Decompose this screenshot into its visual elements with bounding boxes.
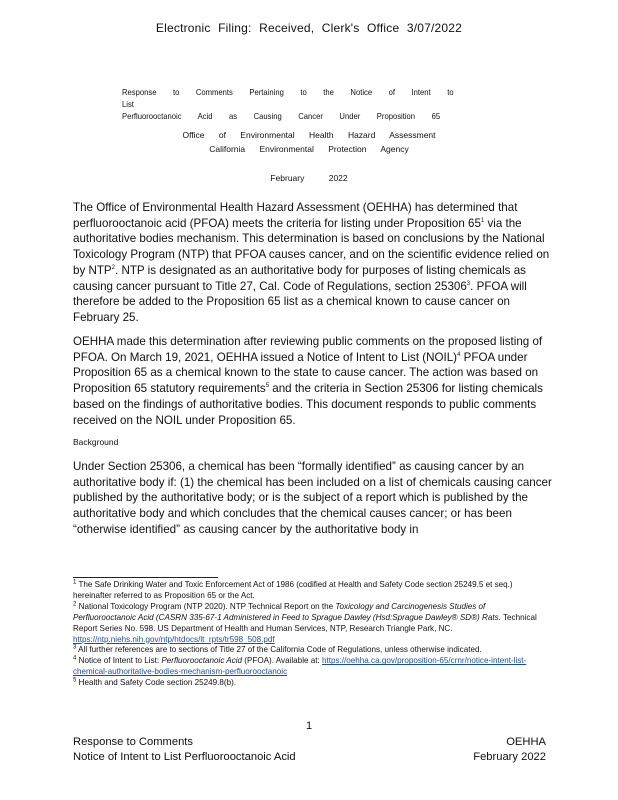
ntp-report-link[interactable]: https://ntp.niehs.nih.gov/ntp/htdocs/lt_rpts/tr598_508.pdf — [73, 634, 275, 644]
footnote-ref-4: 4 — [457, 351, 461, 358]
filing-stamp: Electronic Filing: Received, Clerk's Office 3/07/2022 — [155, 21, 463, 35]
footnote-5: $^5$ Health and Safety Code section 25249.8(b). — [73, 677, 237, 688]
title-line-2: Perfluorooctanoic Acid as Causing Cancer Under Proposition 65 — [122, 111, 441, 121]
footnote-ref-5: 5 — [265, 383, 270, 390]
footnote-ref-2: 2 — [111, 264, 115, 271]
footer-right-line-2: February 2022 — [473, 750, 546, 763]
office-line-2: California Environmental Protection Agency — [209, 144, 409, 154]
footer-right — [473, 735, 546, 764]
p2-text-a: OEHHA made this determination after reviewing public comments on the proposed listing of PFOA. On March 19, 2021, OEHHA issued a Notice of Intent to List (NOIL) — [73, 335, 543, 364]
footer-right-line-1: OEHHA — [506, 736, 546, 748]
footnote-divider — [73, 577, 218, 578]
office-line-1: Office of Environmental Health Hazard Assessment — [182, 130, 436, 140]
oehha-noil-link[interactable]: https://oehha.ca.gov/proposition-65/crnr/notice-intent-list-chemical-authoritative-bodies-mechanism-perfluorooctanoic — [73, 656, 527, 677]
footnotes — [73, 580, 543, 689]
p1-text-c: . NTP is designated as an authoritative body for purposes of listing chemicals as causing cancer pursuant to Title 27, Cal. Code of Regulations, section 25306 — [73, 263, 526, 293]
footer-left-line-2: Notice of Intent to List Perfluorooctanoic Acid — [73, 750, 296, 763]
office-block — [0, 128, 618, 156]
title-line-1: Response to Comments Pertaining to the Notice of Intent to List — [122, 87, 454, 109]
footnote-2: $^2$ National Toxicology Program (NTP 2020). NTP Technical Report on the Toxicology and Carcinogenesis Studies of Perfluorooctanoic Acid (CASRN 335-67-1 Administered in Feed to Sprague Dawley (Hsd:Sprague Dawley® SD®) Rats. Technical Report Series No. 598. US Department of Health and Human Services, NTP, Research Triangle Park, NC. https://ntp.niehs.nih.gov/ntp/htdocs/lt_rpts/tr598_508.pdf — [73, 601, 537, 644]
footer-left — [73, 735, 296, 764]
footnote-ref-3: 3 — [466, 280, 471, 287]
background-heading: Background — [73, 437, 119, 447]
p1-text-b: via the authoritative bodies mechanism. This determination is based on conclusions by the National Toxicology Program (NTP) that PFOA causes cancer, and on the scientific evidence relied on by NTP — [73, 216, 550, 277]
paragraph-1 — [73, 200, 553, 326]
p2-text-c: and the criteria in Section 25306 for listing chemicals based on the findings of authoritative bodies. This document responds to public comments received on the NOIL under Proposition 65. — [73, 382, 543, 427]
paragraph-2 — [73, 334, 553, 428]
footer-left-line-1: Response to Comments — [73, 736, 194, 748]
footnote-1: $^1$ The Safe Drinking Water and Toxic Enforcement Act of 1986 (codified at Health and Safety Code section 25249.5 et seq.) hereinafter referred to as Proposition 65 or the Act. — [73, 579, 513, 600]
document-title — [122, 86, 464, 122]
footnote-ref-1: 1 — [480, 217, 485, 224]
footnote-4: $^4$ Notice of Intent to List: Perfluorooctanoic Acid (PFOA). Available at: https://oehha.ca.gov/proposition-65/crnr/notice-intent-list-chemical-authoritative-bodies-mechanism-perfluorooctanoic — [73, 655, 527, 677]
p1-text-a: The Office of Environmental Health Hazard Assessment (OEHHA) has determined that perfluorooctanoic acid (PFOA) meets the criteria for listing under Proposition 65 — [73, 201, 518, 230]
p1-text-d: . PFOA will therefore be added to the Proposition 65 list as a chemical known to cause cancer on February 25. — [73, 279, 527, 324]
page-number: 1 — [305, 720, 313, 732]
footnote-3: $^3$ All further references are to sections of Title 27 of the California Code of Regulations, unless otherwise indicated. — [73, 644, 482, 655]
p2-text-b: PFOA under Proposition 65 as a chemical known to the state to cause cancer. The action was based on Proposition 65 statutory requirements — [73, 350, 539, 396]
paragraph-3 — [73, 459, 553, 538]
p3-text: Under Section 25306, a chemical has been “formally identified” as causing cancer by an authoritative body if: (1) the chemical has been included on a list of chemicals causing cancer published by the authoritative body; or is the subject of a report which is published by the authoritative body and which concludes that the chemical causes cancer; or has been “otherwise identified” as causing cancer by the authoritative body in — [73, 460, 552, 536]
document-date: February 2022 — [270, 173, 348, 183]
